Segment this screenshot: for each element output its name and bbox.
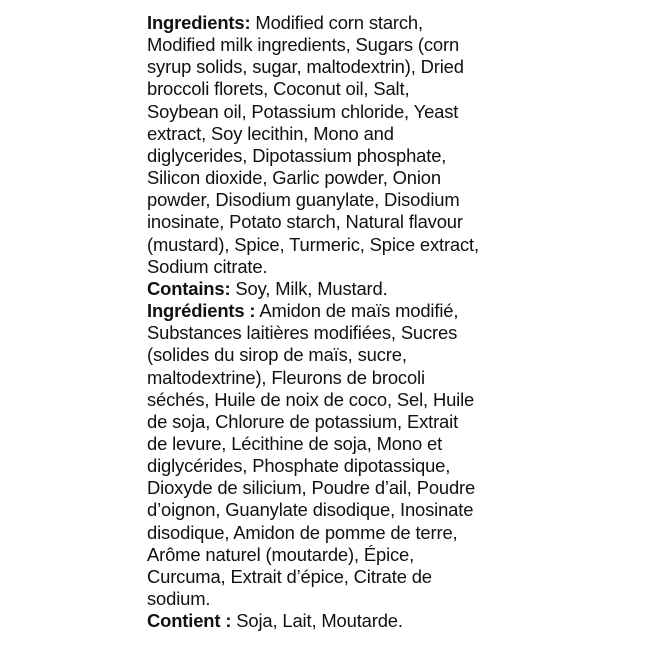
french-ingredients-block	[147, 300, 527, 610]
french-ingredients-line: de soja, Chlorure de potassium, Extrait	[147, 410, 459, 432]
english-ingredients-line: Soybean oil, Potassium chloride, Yeast	[147, 100, 459, 122]
french-ingredients-line	[147, 300, 527, 322]
french-contains-text: Soja, Lait, Moutarde.	[231, 610, 403, 632]
english-ingredients-heading: Ingredients:	[147, 12, 251, 33]
french-ingredients-line: Curcuma, Extrait d’épice, Citrate de	[147, 565, 432, 587]
english-ingredients-line: syrup solids, sugar, maltodextrin), Dried	[147, 56, 464, 78]
french-ingredients-line: de levure, Lécithine de soja, Mono et	[147, 432, 443, 454]
english-contains-line	[147, 278, 527, 300]
english-ingredients-block	[147, 12, 527, 278]
french-ingredients-line: Dioxyde de silicium, Poudre d’ail, Poudre	[147, 477, 476, 499]
english-contains-text: Soy, Milk, Mustard.	[230, 277, 388, 299]
english-ingredients-line	[147, 12, 527, 34]
english-ingredients-text: Modified corn starch,	[250, 12, 423, 33]
english-ingredients-line: Modified milk ingredients, Sugars (corn	[147, 34, 460, 56]
french-ingredients-line: d’oignon, Guanylate disodique, Inosinate	[147, 499, 474, 521]
french-ingredients-line: diglycérides, Phosphate dipotassique,	[147, 455, 451, 477]
english-ingredients-line: diglycerides, Dipotassium phosphate,	[147, 144, 447, 166]
french-ingredients-line: sodium.	[147, 588, 211, 610]
english-ingredients-line: extract, Soy lecithin, Mono and	[147, 122, 394, 144]
french-ingredients-line: Substances laitières modifiées, Sucres	[147, 322, 458, 344]
french-ingredients-line: séchés, Huile de noix de coco, Sel, Huile	[147, 388, 475, 410]
english-ingredients-line: broccoli florets, Coconut oil, Salt,	[147, 78, 410, 100]
ingredient-label	[147, 12, 527, 632]
french-ingredients-heading: Ingrédients :	[147, 300, 256, 322]
french-contains-line	[147, 610, 527, 632]
english-ingredients-line: powder, Disodium guanylate, Disodium	[147, 189, 460, 211]
english-ingredients-line: inosinate, Potato starch, Natural flavour	[147, 211, 463, 233]
french-ingredients-line: disodique, Amidon de pomme de terre,	[147, 521, 458, 543]
french-ingredients-line: maltodextrine), Fleurons de brocoli	[147, 366, 425, 388]
french-ingredients-text: Amidon de maïs modifié,	[255, 300, 459, 322]
french-ingredients-line: (solides du sirop de maïs, sucre,	[147, 344, 407, 366]
english-ingredients-line: Sodium citrate.	[147, 255, 268, 277]
english-ingredients-line: (mustard), Spice, Turmeric, Spice extract,	[147, 233, 479, 255]
french-contains-heading: Contient :	[147, 610, 232, 632]
french-ingredients-line: Arôme naturel (moutarde), Épice,	[147, 543, 415, 565]
english-contains-heading: Contains:	[147, 277, 231, 299]
english-ingredients-line: Silicon dioxide, Garlic powder, Onion	[147, 167, 441, 189]
